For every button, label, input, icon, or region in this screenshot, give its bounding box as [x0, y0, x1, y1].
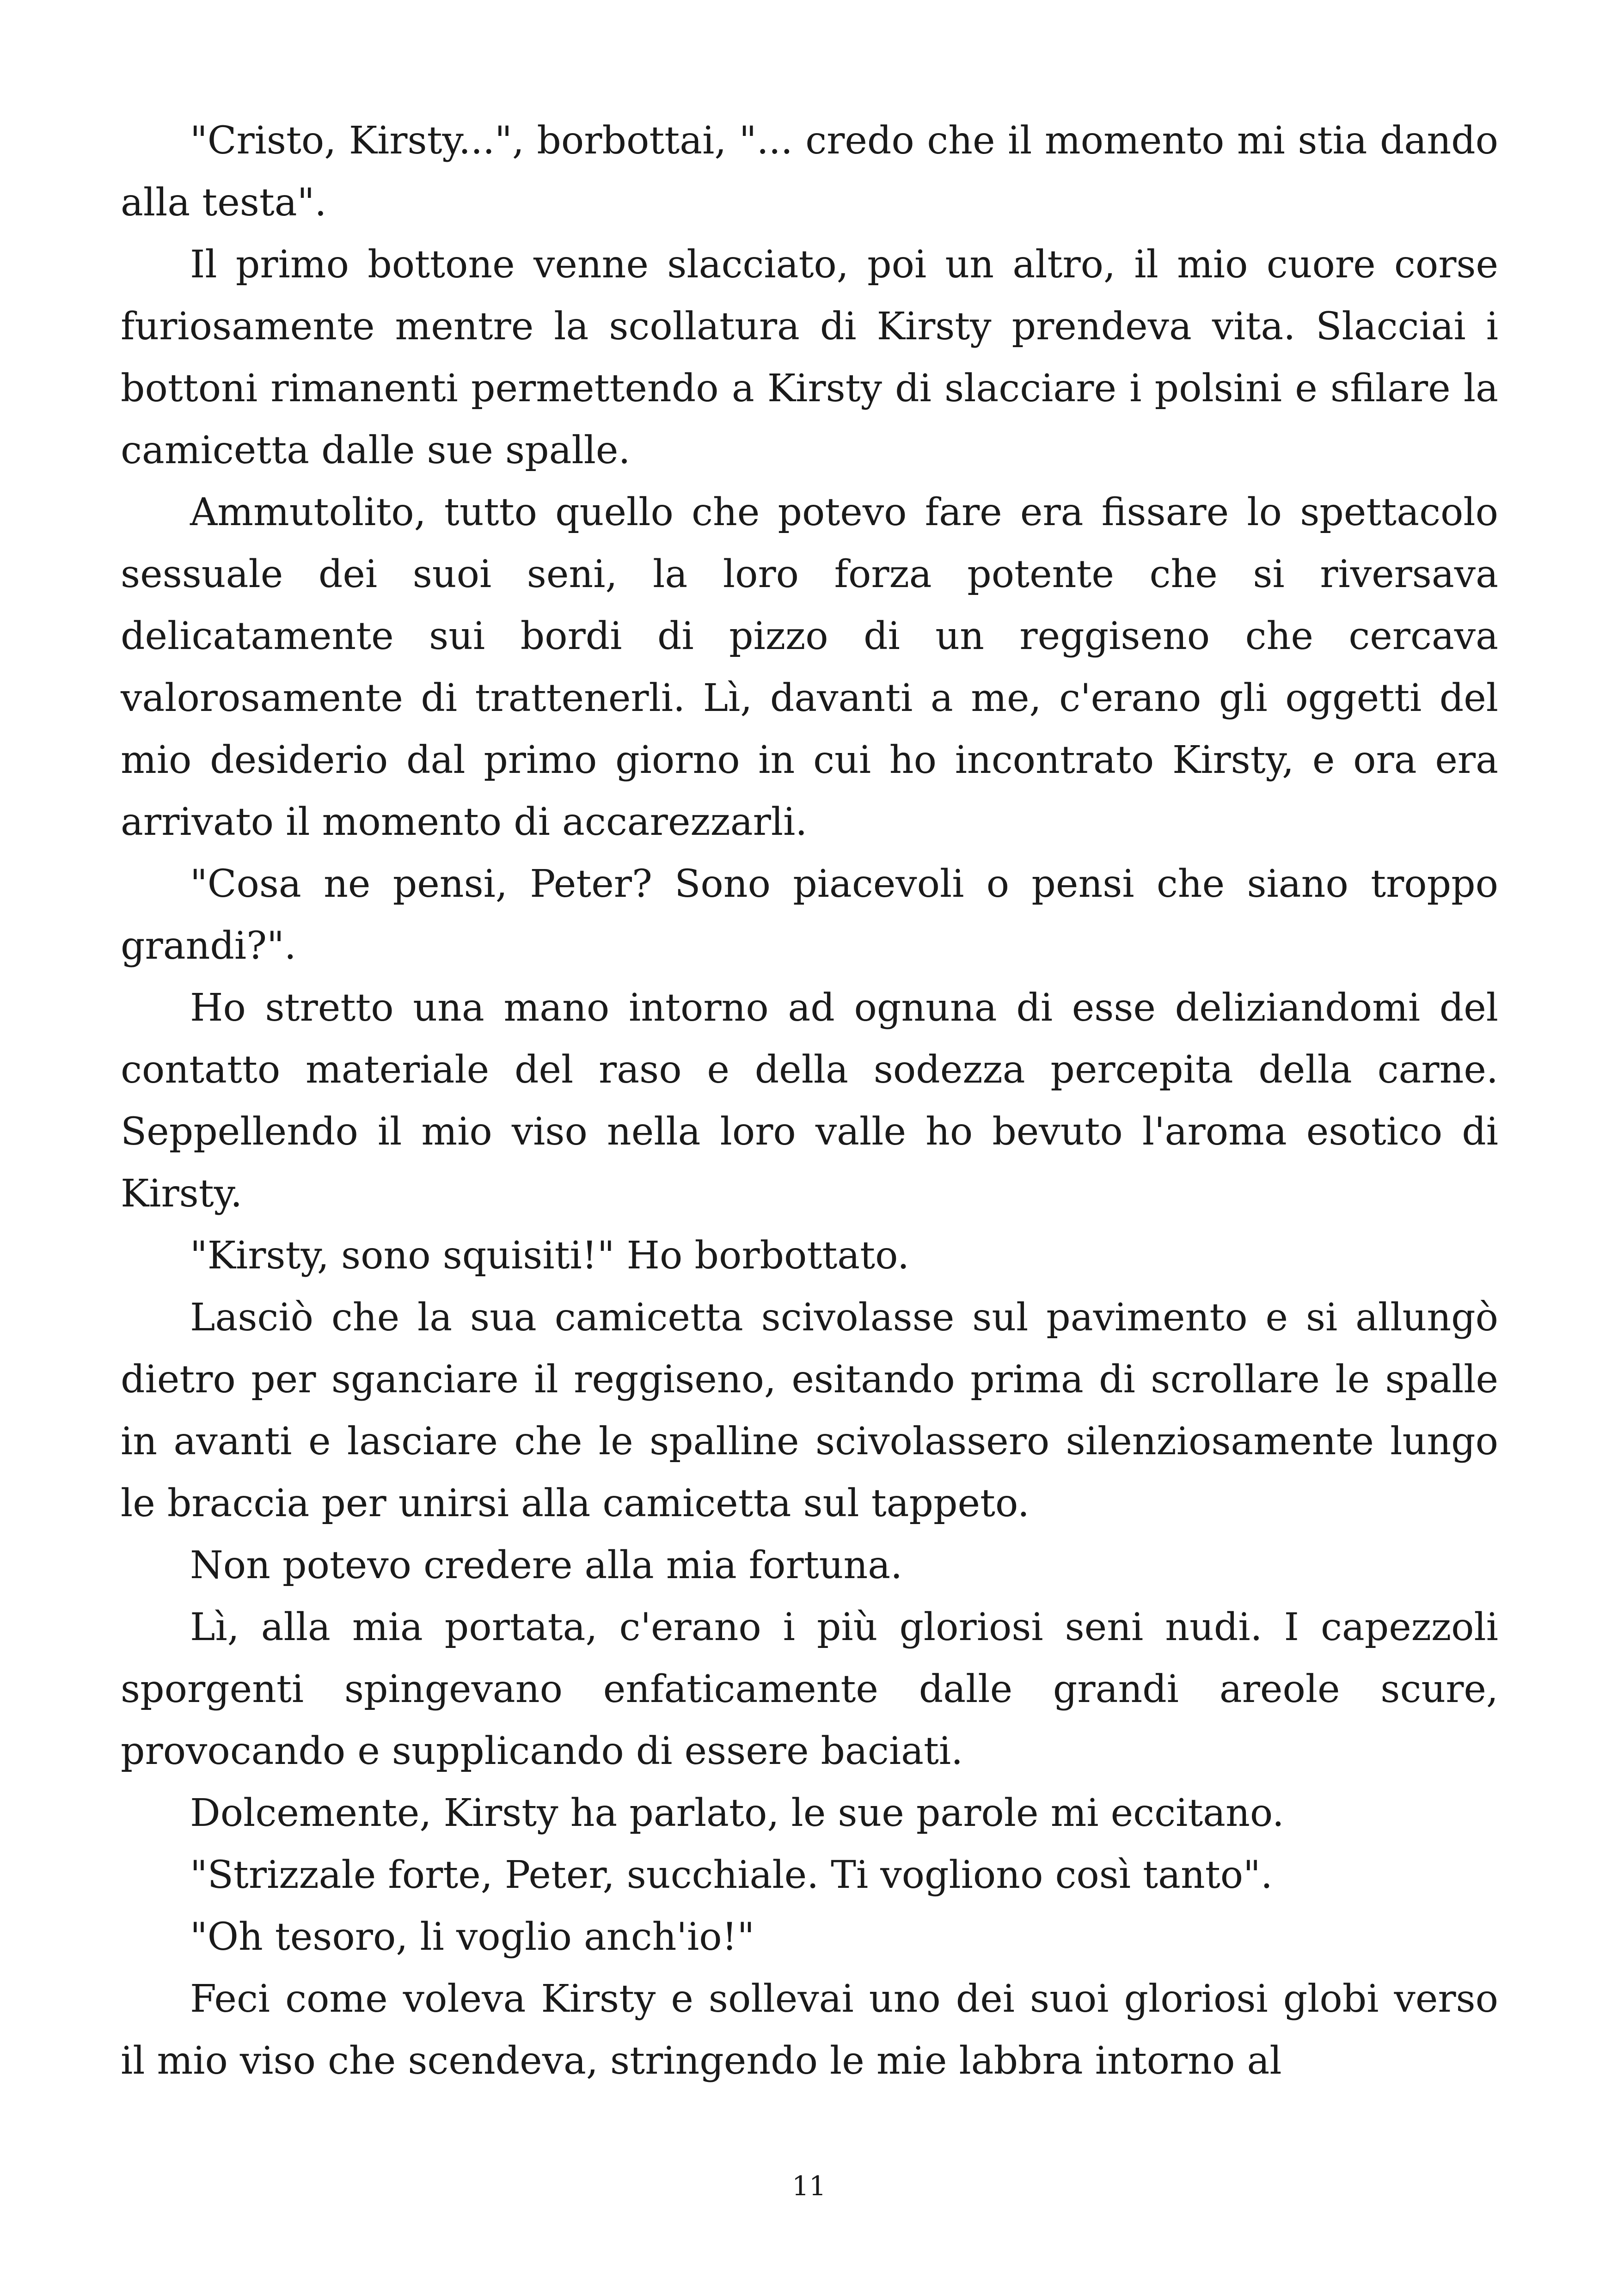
paragraph: Dolcemente, Kirsty ha parlato, le sue parole mi eccitano. [190, 1791, 1284, 1835]
paragraph: "Kirsty, sono squisiti!" Ho borbottato. [190, 1234, 910, 1278]
paragraph: Ho stretto una mano intorno ad ognuna di esse deliziandomi del contatto materiale del raso e della sodezza percepita della carne. Seppellendo il mio viso nella loro valle ho bevuto l'aroma esotico di Kirsty. [121, 986, 1498, 1216]
paragraph: "Cosa ne pensi, Peter? Sono piacevoli o pensi che siano troppo grandi?". [121, 862, 1498, 968]
paragraph: Non potevo credere alla mia fortuna. [190, 1543, 903, 1587]
paragraph: Ammutolito, tutto quello che potevo fare era fissare lo spettacolo sessuale dei suoi seni, la loro forza potente che si riversava delicatamente sui bordi di pizzo di un reggiseno che cercava valorosamente di trattenerli. Lì, davanti a me, c'erano gli oggetti del mio desiderio dal primo giorno in cui ho incontrato Kirsty, e ora era arrivato il momento di accarezzarli. [121, 490, 1498, 844]
paragraph: "Strizzale forte, Peter, succhiale. Ti vogliono così tanto". [190, 1853, 1273, 1897]
paragraph: Il primo bottone venne slacciato, poi un altro, il mio cuore corse furiosamente mentre la scollatura di Kirsty prendeva vita. Slacciai i bottoni rimanenti permettendo a Kirsty di slacciare i polsini e sfilare la camicetta dalle sue spalle. [121, 243, 1498, 472]
paragraph: Lasciò che la sua camicetta scivolasse sul pavimento e si allungò dietro per sganciare il reggiseno, esitando prima di scrollare le spalle in avanti e lasciare che le spalline scivolassero silenziosamente lungo le braccia per unirsi alla camicetta sul tappeto. [121, 1296, 1498, 1525]
page-body [121, 110, 1498, 2092]
paragraph: Feci come voleva Kirsty e sollevai uno dei suoi gloriosi globi verso il mio viso che scendeva, stringendo le mie labbra intorno al [121, 1977, 1498, 2083]
paragraph: "Cristo, Kirsty...", borbottai, "... credo che il momento mi stia dando alla testa". [121, 119, 1498, 225]
paragraph: Lì, alla mia portata, c'erano i più gloriosi seni nudi. I capezzoli sporgenti spingevano enfaticamente dalle grandi areole scure, provocando e supplicando di essere baciati. [121, 1605, 1498, 1773]
paragraph: "Oh tesoro, li voglio anch'io!" [190, 1915, 755, 1959]
page-number: 11 [792, 2170, 826, 2202]
